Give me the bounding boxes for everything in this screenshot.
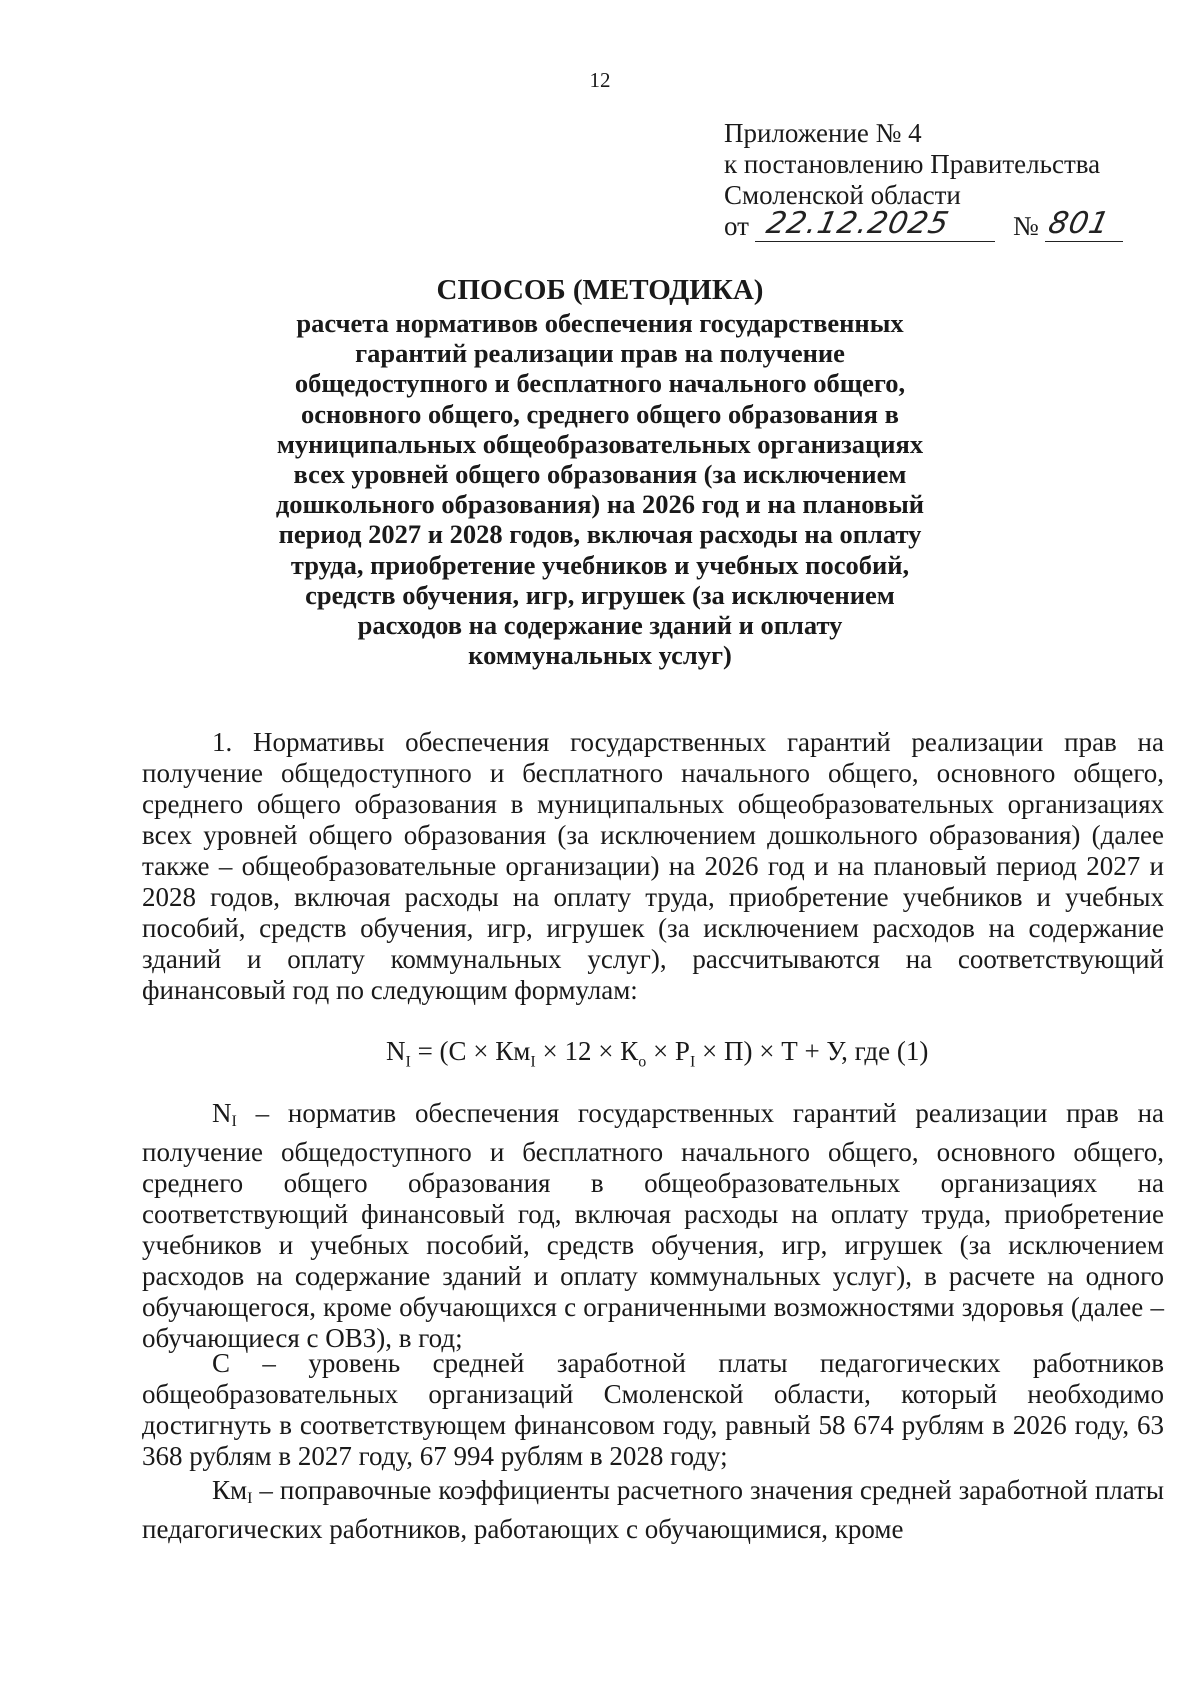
appendix-resolution-ref: к постановлению Правительства bbox=[724, 149, 1101, 179]
date-field bbox=[755, 206, 995, 242]
number-label: № bbox=[1012, 211, 1039, 241]
formula-km-sub: I bbox=[530, 1053, 536, 1071]
title-subtitle bbox=[240, 308, 960, 670]
title-sub-line: всех уровней общего образования (за исключением bbox=[293, 459, 907, 490]
n-symbol-sub: I bbox=[231, 1113, 237, 1130]
formula-n-sub: I bbox=[405, 1053, 411, 1071]
title-sub-line: дошкольного образования) на 2026 год и на плановый bbox=[275, 489, 925, 520]
formula-part3: × Р bbox=[646, 1036, 690, 1066]
handwritten-number: 801 bbox=[1044, 206, 1113, 241]
paragraph-km-definition bbox=[142, 1475, 1164, 1545]
formula-1 bbox=[386, 1036, 928, 1071]
appendix-date-number-line bbox=[724, 206, 1123, 242]
date-from-label: от bbox=[724, 211, 749, 241]
title-sub-line: средств обучения, игр, игрушек (за исключением bbox=[305, 579, 895, 610]
title-sub-line: основного общего, среднего общего образования в bbox=[301, 398, 899, 429]
title-sub-line: гарантий реализации прав на получение bbox=[355, 338, 845, 369]
formula-part4: × П) × Т + У, где (1) bbox=[695, 1036, 929, 1066]
title-main: СПОСОБ (МЕТОДИКА) bbox=[436, 274, 764, 306]
km-symbol-sub: I bbox=[247, 1490, 253, 1507]
title-sub-line: труда, приобретение учебников и учебных пособий, bbox=[290, 549, 910, 580]
title-sub-line: общедоступного и бесплатного начального общего, bbox=[294, 368, 906, 399]
title-sub-line: коммунальных услуг) bbox=[468, 640, 732, 671]
title-sub-line: расчета нормативов обеспечения государственных bbox=[296, 308, 904, 338]
formula-part1: = (С × Км bbox=[410, 1036, 531, 1066]
appendix-header bbox=[724, 118, 1123, 242]
km-definition-text: – поправочные коэффициенты расчетного значения средней заработной платы педагогических работников, работающих с обучающимися, кроме bbox=[142, 1475, 1164, 1544]
paragraph-n-definition bbox=[142, 1098, 1164, 1354]
formula-part2: × 12 × К bbox=[535, 1036, 639, 1066]
km-symbol: Км bbox=[212, 1475, 248, 1505]
title-sub-line: период 2027 и 2028 годов, включая расходы на оплату bbox=[278, 519, 922, 550]
title-sub-line: муниципальных общеобразовательных организациях bbox=[276, 428, 924, 459]
title-sub-line: расходов на содержание зданий и оплату bbox=[357, 610, 843, 641]
appendix-title: Приложение № 4 bbox=[724, 118, 922, 148]
document-title bbox=[240, 272, 960, 670]
paragraph-c-definition: С – уровень средней заработной платы педагогических работников общеобразовательных организаций Смоленской области, который необходимо достигнуть в соответствующем финансовом году, равный 58 674 рублям в 2026 году, 63 368 рублям в 2027 году, 67 994 рублям в 2028 году; bbox=[142, 1348, 1164, 1471]
formula-p-sub: I bbox=[689, 1053, 696, 1071]
number-field bbox=[1044, 206, 1123, 242]
formula-n: N bbox=[386, 1036, 406, 1066]
n-definition-text: – норматив обеспечения государственных гарантий реализации прав на получение общедоступного и бесплатного начального общего, основного общего, среднего общего образования в общеобразовательных организациях на соответствующий финансовый год, включая расходы на оплату труда, приобретение учебников и учебных пособий, средств обучения, игр, игрушек (за исключением расходов на содержание зданий и оплату коммунальных услуг), в расчете на одного обучающегося, кроме обучающихся с ограниченными возможностями здоровья (далее – обучающиеся с ОВЗ), в год; bbox=[142, 1098, 1164, 1353]
appendix-region: Смоленской области bbox=[724, 180, 961, 210]
paragraph-1: 1. Нормативы обеспечения государственных гарантий реализации прав на получение общедоступного и бесплатного начального общего, основного общего, среднего общего образования в муниципальных общеобразовательных организациях всех уровней общего образования (за исключением дошкольного образования) (далее также – общеобразовательные организации) на 2026 год и на плановый период 2027 и 2028 годов, включая расходы на оплату труда, приобретение учебников и учебных пособий, средств обучения, игр, игрушек (за исключением расходов на содержание зданий и оплату коммунальных услуг), рассчитываются на соответствующий финансовый год по следующим формулам: bbox=[142, 727, 1164, 1005]
formula-ko-sub: о bbox=[638, 1053, 647, 1071]
handwritten-date: 22.12.2025 bbox=[763, 206, 953, 241]
n-symbol: N bbox=[212, 1098, 232, 1128]
page-number: 12 bbox=[589, 68, 611, 92]
